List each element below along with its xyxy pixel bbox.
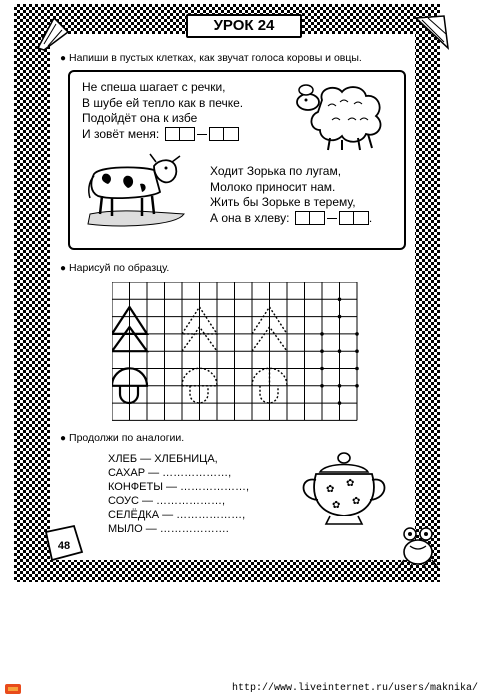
analogy-line: ХЛЕБ — ХЛЕБНИЦА, — [108, 453, 218, 465]
answer-cell[interactable] — [295, 211, 310, 225]
cow-icon — [80, 152, 190, 240]
poem-cow: Ходит Зорька по лугам, Молоко приносит нам. Жить бы Зорьке в терему, А она в хлеву: . — [210, 164, 373, 225]
answer-cell[interactable] — [165, 127, 180, 141]
analogy-list — [108, 452, 249, 536]
corner-ornament-icon — [414, 14, 450, 52]
analogy-line[interactable]: СОУС — ………………, — [108, 495, 226, 507]
answer-cell[interactable] — [339, 211, 354, 225]
drawing-grid[interactable] — [112, 282, 372, 422]
svg-text:✿: ✿ — [326, 484, 335, 495]
cow-answer-cells[interactable] — [295, 211, 369, 225]
analogy-line[interactable]: САХАР — ………………, — [108, 467, 232, 479]
svg-text:✿: ✿ — [332, 500, 341, 511]
answer-cell[interactable] — [354, 211, 369, 225]
poem-sheep: Не спеша шагает с речки, В шубе ей тепло как в печке. Подойдёт она к избе И зовёт меня: — [82, 80, 244, 141]
analogy-line[interactable]: КОНФЕТЫ — ………………, — [108, 481, 250, 493]
answer-cell[interactable] — [209, 127, 224, 141]
answer-cell[interactable] — [224, 127, 239, 141]
svg-text:✿: ✿ — [352, 496, 361, 507]
sheep-icon — [296, 80, 390, 152]
liveinternet-logo-icon — [4, 683, 22, 695]
answer-cell[interactable] — [180, 127, 195, 141]
task-3-instruction: ● Продолжи по аналогии. — [60, 432, 185, 444]
task-1-instruction: ● Напиши в пустых клетках, как звучат голоса коровы и овцы. — [60, 52, 362, 64]
answer-cell[interactable] — [310, 211, 325, 225]
lesson-title: УРОК 24 — [186, 14, 302, 38]
footer-url[interactable]: http://www.liveinternet.ru/users/maknika/ — [232, 683, 479, 694]
corner-ornament-icon — [34, 14, 70, 52]
sugar-bowl-icon — [296, 446, 392, 530]
svg-text:✿: ✿ — [346, 478, 355, 489]
task-2-instruction: ● Нарисуй по образцу. — [60, 262, 170, 274]
frog-icon — [396, 522, 440, 572]
analogy-line[interactable]: СЕЛЁДКА — ………………, — [108, 509, 246, 521]
page-number: 48 — [57, 540, 71, 552]
sheep-answer-cells[interactable] — [165, 127, 239, 141]
analogy-line[interactable]: МЫЛО — ………………. — [108, 523, 229, 535]
